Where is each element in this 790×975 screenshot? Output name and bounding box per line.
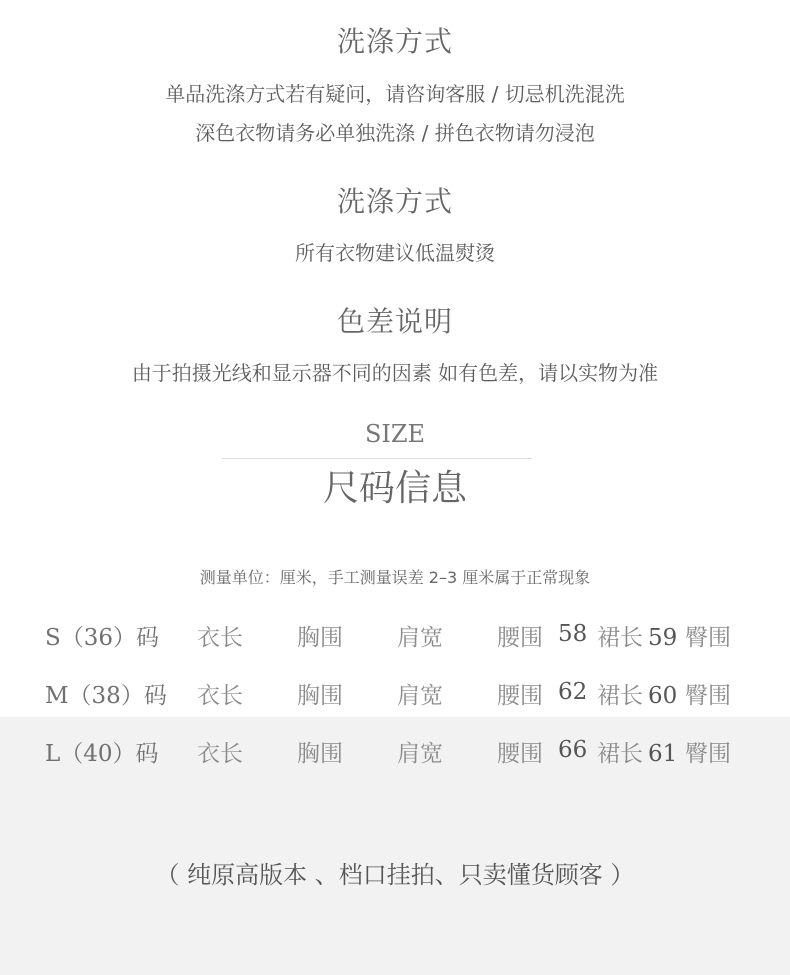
waist-label: 腰围 (497, 683, 543, 709)
skirt-label: 裙长 (597, 683, 643, 709)
color-diff-line: 由于拍摄光线和显示器不同的因素 如有色差，请以实物为准 (131, 361, 659, 385)
hip-label: 臀围 (685, 625, 731, 651)
chest-label: 胸围 (297, 625, 343, 651)
skirt-label: 裙长 (597, 741, 643, 767)
length-label: 衣长 (197, 683, 243, 709)
skirt-value: 61 (648, 741, 678, 767)
size-label: S（36）码 (45, 625, 160, 651)
footer-note: （ 纯原高版本 、档口挂拍、只卖懂货顾客 ） (155, 861, 635, 889)
washing-line-1: 单品洗涤方式若有疑问，请咨询客服 / 切忌机洗混洗 (165, 82, 625, 106)
chest-label: 胸围 (297, 741, 343, 767)
waist-value: 58 (558, 621, 588, 647)
size-row-m (0, 676, 790, 716)
size-cn-title: 尺码信息 (322, 468, 467, 509)
skirt-value: 59 (648, 625, 678, 651)
waist-value: 62 (558, 679, 588, 705)
ironing-line: 所有衣物建议低温熨烫 (295, 241, 495, 265)
color-diff-title: 色差说明 (336, 305, 453, 338)
ironing-title: 洗涤方式 (336, 185, 453, 218)
length-label: 衣长 (197, 741, 243, 767)
size-label: M（38）码 (45, 683, 167, 709)
shoulder-label: 肩宽 (397, 683, 443, 709)
waist-value: 66 (558, 737, 588, 763)
size-label: L（40）码 (45, 741, 159, 767)
hip-label: 臀围 (685, 683, 731, 709)
size-row-l (0, 734, 790, 774)
washing-line-2: 深色衣物请务必单独洗涤 / 拼色衣物请勿浸泡 (195, 121, 595, 145)
chest-label: 胸围 (297, 683, 343, 709)
shoulder-label: 肩宽 (397, 741, 443, 767)
waist-label: 腰围 (497, 741, 543, 767)
size-divider (222, 458, 532, 459)
washing-title: 洗涤方式 (336, 25, 453, 58)
size-en-title: SIZE (364, 420, 426, 448)
skirt-label: 裙长 (597, 625, 643, 651)
shoulder-label: 肩宽 (397, 625, 443, 651)
measurement-note: 测量单位：厘米，手工测量误差 2–3 厘米属于正常现象 (199, 568, 591, 587)
size-row-s (0, 618, 790, 658)
skirt-value: 60 (648, 683, 678, 709)
length-label: 衣长 (197, 625, 243, 651)
waist-label: 腰围 (497, 625, 543, 651)
hip-label: 臀围 (685, 741, 731, 767)
